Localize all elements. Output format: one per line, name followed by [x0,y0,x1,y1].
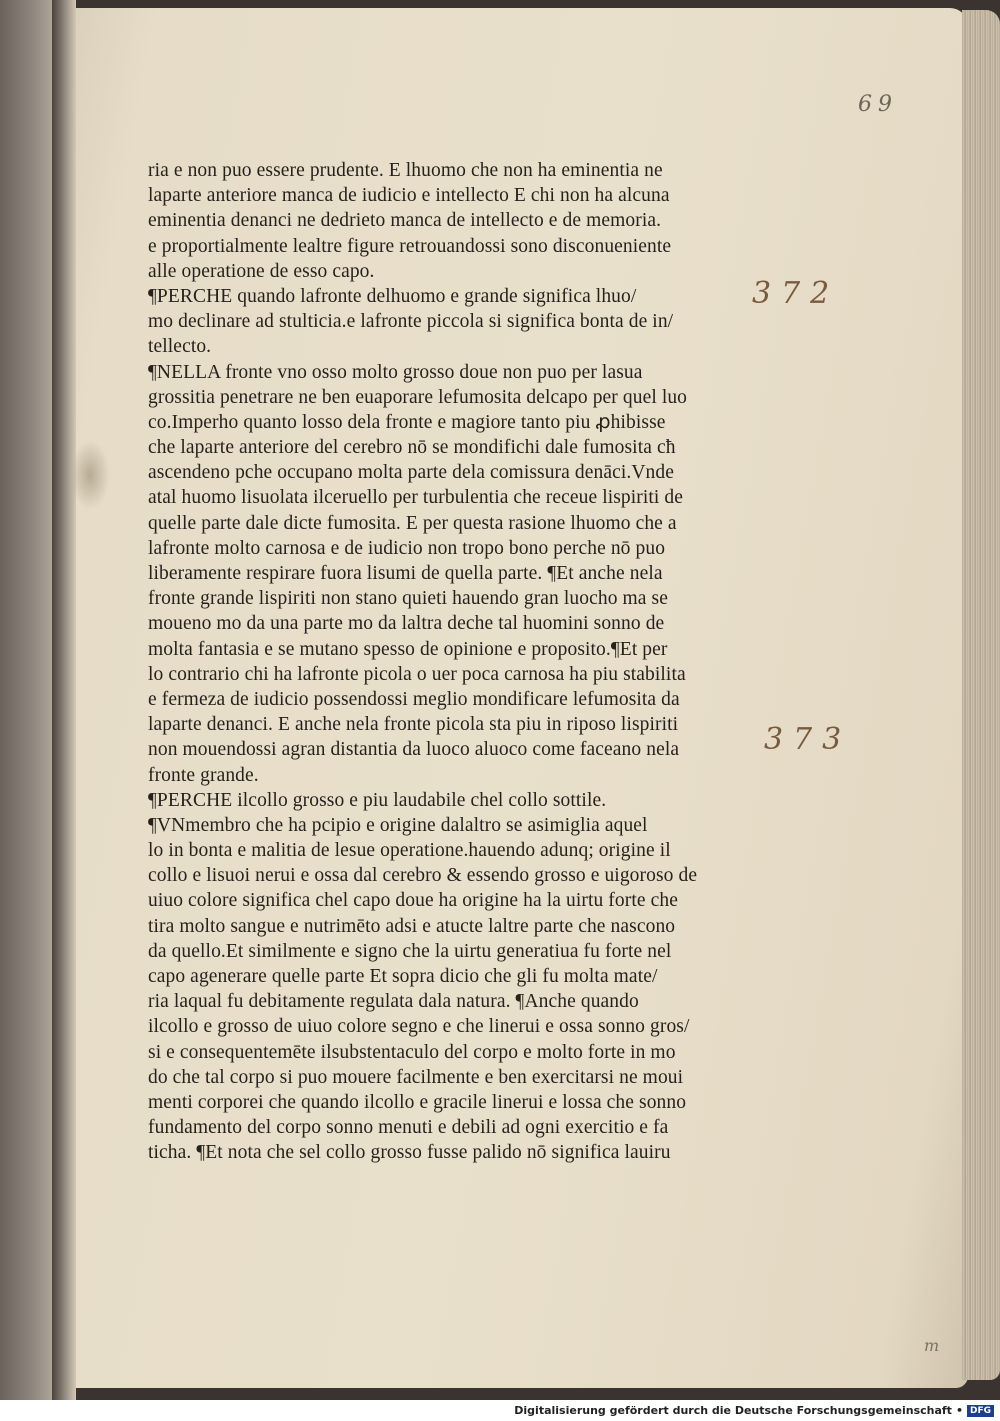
digitization-footer [0,1400,1000,1421]
text-line: fronte grande lispiriti non stano quieti hauendo gran luocho ma se [148,588,668,610]
text-line: non mouendossi agran distantia da luoco aluoco come faceano nela [148,739,680,761]
text-line: laparte denanci. E anche nela fronte picola sta piu in riposo lispiriti [148,714,679,736]
text-line: moueno mo da una parte mo da laltra deche tal huomini sonno de [148,613,665,635]
text-line: lafronte molto carnosa e de iudicio non tropo bono perche nō puo [148,537,666,559]
text-line: ¶VNmembro che ha pcipio e origine dalaltro se asimiglia aquel [148,814,648,836]
margin-note-373: 373 [764,722,852,757]
text-line: liberamente respirare fuora lisumi de quella parte. ¶Et anche nela [148,563,663,584]
text-line: ilcollo e grosso de uiuo colore segno e che linerui e ossa sonno gros/ [148,1016,690,1038]
text-line: ¶PERCHE quando lafronte delhuomo e grande significa lhuo/ [148,285,637,307]
text-line: lo in bonta e malitia de lesue operatione.hauendo adunq; origine il [148,840,671,862]
folio-number: 69 [858,92,898,117]
text-block [148,158,698,1166]
margin-note-372: 372 [752,276,840,311]
book-gutter [52,0,76,1400]
text-line: fundamento del corpo sonno menuti e debili ad ogni exercitio e fa [148,1117,669,1139]
text-line: ¶NELLA fronte vno osso molto grosso doue non puo per lasua [148,361,643,383]
text-line: si e consequentemēte ilsubstentaculo del corpo e molto forte in mo [148,1041,676,1063]
text-line: grossitia penetrare ne ben euaporare lefumosita delcapo per quel luo [148,386,688,408]
text-line: capo agenerare quelle parte Et sopra dicio che gli fu molta mate/ [148,966,658,987]
footer-separator: • [955,1404,963,1417]
text-line: ticha. ¶Et nota che sel collo grosso fusse palido nō significa lauiru [148,1142,671,1164]
corner-mark: m [924,1336,940,1355]
text-line: do che tal corpo si puo mouere facilmente e ben exercitarsi ne moui [148,1066,684,1088]
text-line: e fermeza de iudicio possendossi meglio mondificare lefumosita da [148,688,680,710]
text-line: ascendeno pche occupano molta parte dela comissura denāci.Vnde [148,462,674,484]
text-line: da quello.Et similmente e signo che la uirtu generatiua fu forte nel [148,940,672,962]
text-line: molta fantasia e se mutano spesso de opinione e proposito.¶Et per [148,638,668,660]
text-line: quelle parte dale dicte fumosita. E per questa rasione lhuomo che a [148,512,677,534]
text-line: ria e non puo essere prudente. E lhuomo che non ha eminentia ne [148,160,663,181]
text-line: che laparte anteriore del cerebro nō se mondifichi dale fumosita cħ [148,437,676,459]
paper-stain [70,440,110,510]
text-line: tira molto sangue e nutrimēto adsi e atucte laltre parte che nascono [148,915,676,937]
text-line: atal huomo lisuolata ilceruello per turbulentia che receue lispiriti de [148,487,684,509]
text-line: ria laqual fu debitamente regulata dala natura. ¶Anche quando [148,991,639,1013]
text-line: co.Imperho quanto losso dela fronte e magiore tanto piu ꝓhibisse [148,411,666,433]
text-line: tellecto. [148,336,212,358]
text-line: ¶PERCHE ilcollo grosso e piu laudabile chel collo sottile. [148,789,607,811]
text-line: menti corporei che quando ilcollo e gracile linerui e lossa che sonno [148,1091,687,1113]
text-line: alle operatione de esso capo. [148,260,375,282]
text-line: eminentia denanci ne dedrieto manca de intellecto e de memoria. [148,210,662,232]
dfg-logo: DFG [967,1405,994,1417]
footer-credit: Digitalisierung gefördert durch die Deutsche Forschungsgemeinschaft [514,1404,952,1417]
text-line: collo e lisuoi nerui e ossa dal cerebro & essendo grosso e uigoroso de [148,865,698,887]
text-line: mo declinare ad stulticia.e lafronte piccola si significa bonta de in/ [148,311,674,333]
text-line: e proportialmente lealtre figure retrouandossi sono disconueniente [148,235,672,257]
text-line: uiuo colore significa chel capo doue ha origine ha la uirtu forte che [148,890,678,912]
text-line: lo contrario chi ha lafronte picola o uer poca carnosa ha piu stabilita [148,663,686,685]
text-line: laparte anteriore manca de iudicio e intellecto E chi non ha alcuna [148,185,670,207]
facing-page-edge [0,0,58,1400]
text-line: fronte grande. [148,764,259,786]
page-edge-stack [962,10,1000,1380]
